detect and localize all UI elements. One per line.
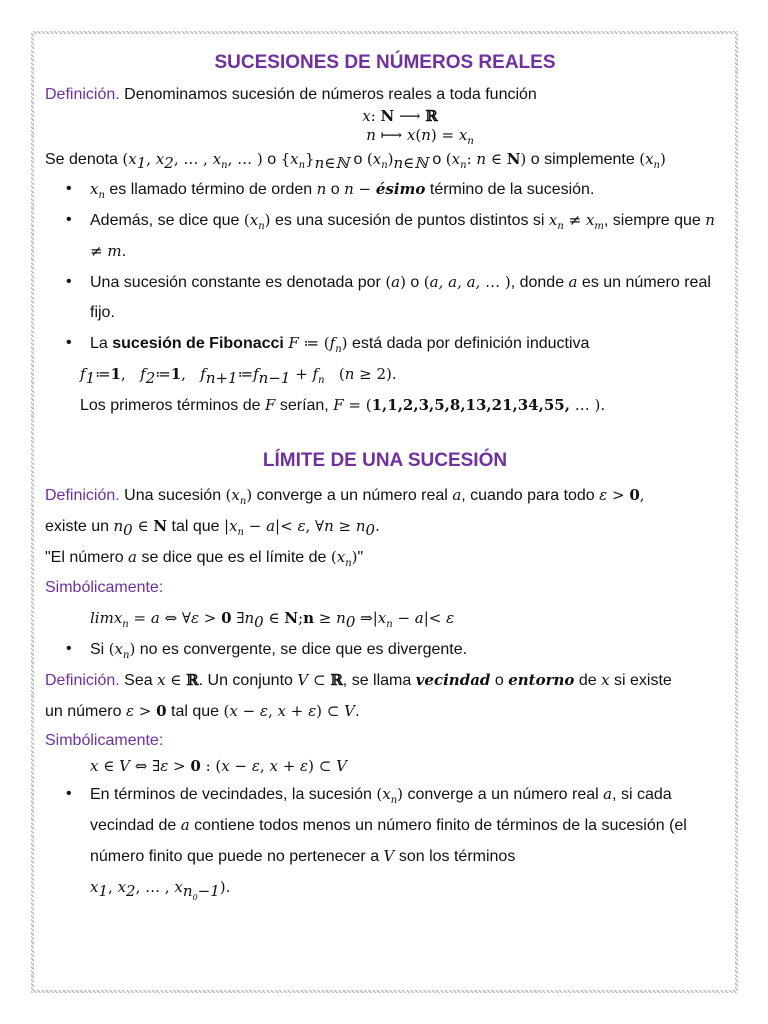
sequence-properties-list	[45, 174, 725, 359]
limit-quote: "El número a se dice que es el límite de $(x_n)$"	[45, 548, 364, 569]
fibonacci-terms: Los primeros términos de F serían, F = (1,1,2,3,5,8,13,21,34,55, … ).	[80, 396, 606, 414]
definition-2-cont: existe un $n_0$ ∈ N tal que $|x_n - a|< \varepsilon$, ∀n ≥ $n_0$.	[45, 517, 380, 540]
neighborhood-list	[45, 779, 725, 903]
list-item: • $x_n$ es llamado término de orden n o n − ésimo término de la sucesión.	[45, 174, 725, 205]
list-item: • Si $(x_n)$ no es convergente, se dice que es divergente.	[45, 634, 725, 665]
definition-label: Definición.	[45, 86, 120, 103]
list-item: • Además, se dice que $(x_n)$ es una sucesión de puntos distintos si $x_n \ne x_m$, siempre que n ≠ m.	[45, 205, 725, 267]
neighborhood-formula: x ∈ V ⇔ ∃ε > 0 : (x − ε, x + ε) ⊂ V	[90, 757, 347, 775]
definition-2: Definición. Una sucesión $(x_n)$ converge a un número real a, cuando para todo ε > 0,	[45, 486, 645, 507]
section-title-limite: LÍMITE DE UNA SUCESIÓN	[262, 450, 508, 471]
definition-3: Definición. Sea x ∈ ℝ. Un conjunto V ⊂ ℝ, se llama vecindad o entorno de x si existe	[45, 671, 672, 689]
list-item: • En términos de vecindades, la sucesión $(x_n)$ converge a un número real a, si cada vecindad de a contiene todos menos un número finito de términos de la sucesión (el número finito que puede no pertenecer a V son los términos $x_1$, $x_2$, … , $x_{n_0-1}$).	[45, 779, 725, 903]
limit-formula: limx$_n$ = a ⇔ ∀ε > 0 $\exists n_0$ ∈ N;n ≥ $n_0$ $\Rightarrow|x_n - a|< \varepsilon$	[90, 609, 455, 632]
fibonacci-formula: $f_1≔1$, $f_2≔1$, $f_{n+1}≔f_{n-1} + f_n$ (n ≥ 2).	[80, 365, 397, 388]
document-body	[45, 50, 725, 903]
list-item: • La sucesión de Fibonacci F ≔ $(f_n)$ está dada por definición inductiva	[45, 328, 725, 359]
section-title-sucesiones: SUCESIONES DE NÚMEROS REALES	[214, 52, 556, 73]
symbolic-label: Simbólicamente:	[45, 579, 164, 596]
function-formula: x: N ⟶ ℝ n ⟼ $x(n) = x_n$	[362, 107, 474, 147]
divergence-list	[45, 634, 725, 665]
list-item: • Una sucesión constante es denotada por (a) o (a, a, a, … ), donde a es un número real fijo.	[45, 267, 725, 328]
notation-line: Se denota ($x_1$, $x_2$, … , $x_n$, … ) o $\{x_n\}_{n\in ℕ}$ o $(x_n)_{n\in ℕ}$ o ($x_n$: n ∈ N) o simplemente $(x_n)$	[45, 150, 666, 173]
definition-3-cont: un número ε > 0 tal que (x − ε, x + ε) ⊂ V.	[45, 702, 360, 720]
definition-1: Definición. Denominamos sucesión de números reales a toda función	[45, 86, 537, 103]
symbolic-label-2: Simbólicamente:	[45, 732, 164, 749]
